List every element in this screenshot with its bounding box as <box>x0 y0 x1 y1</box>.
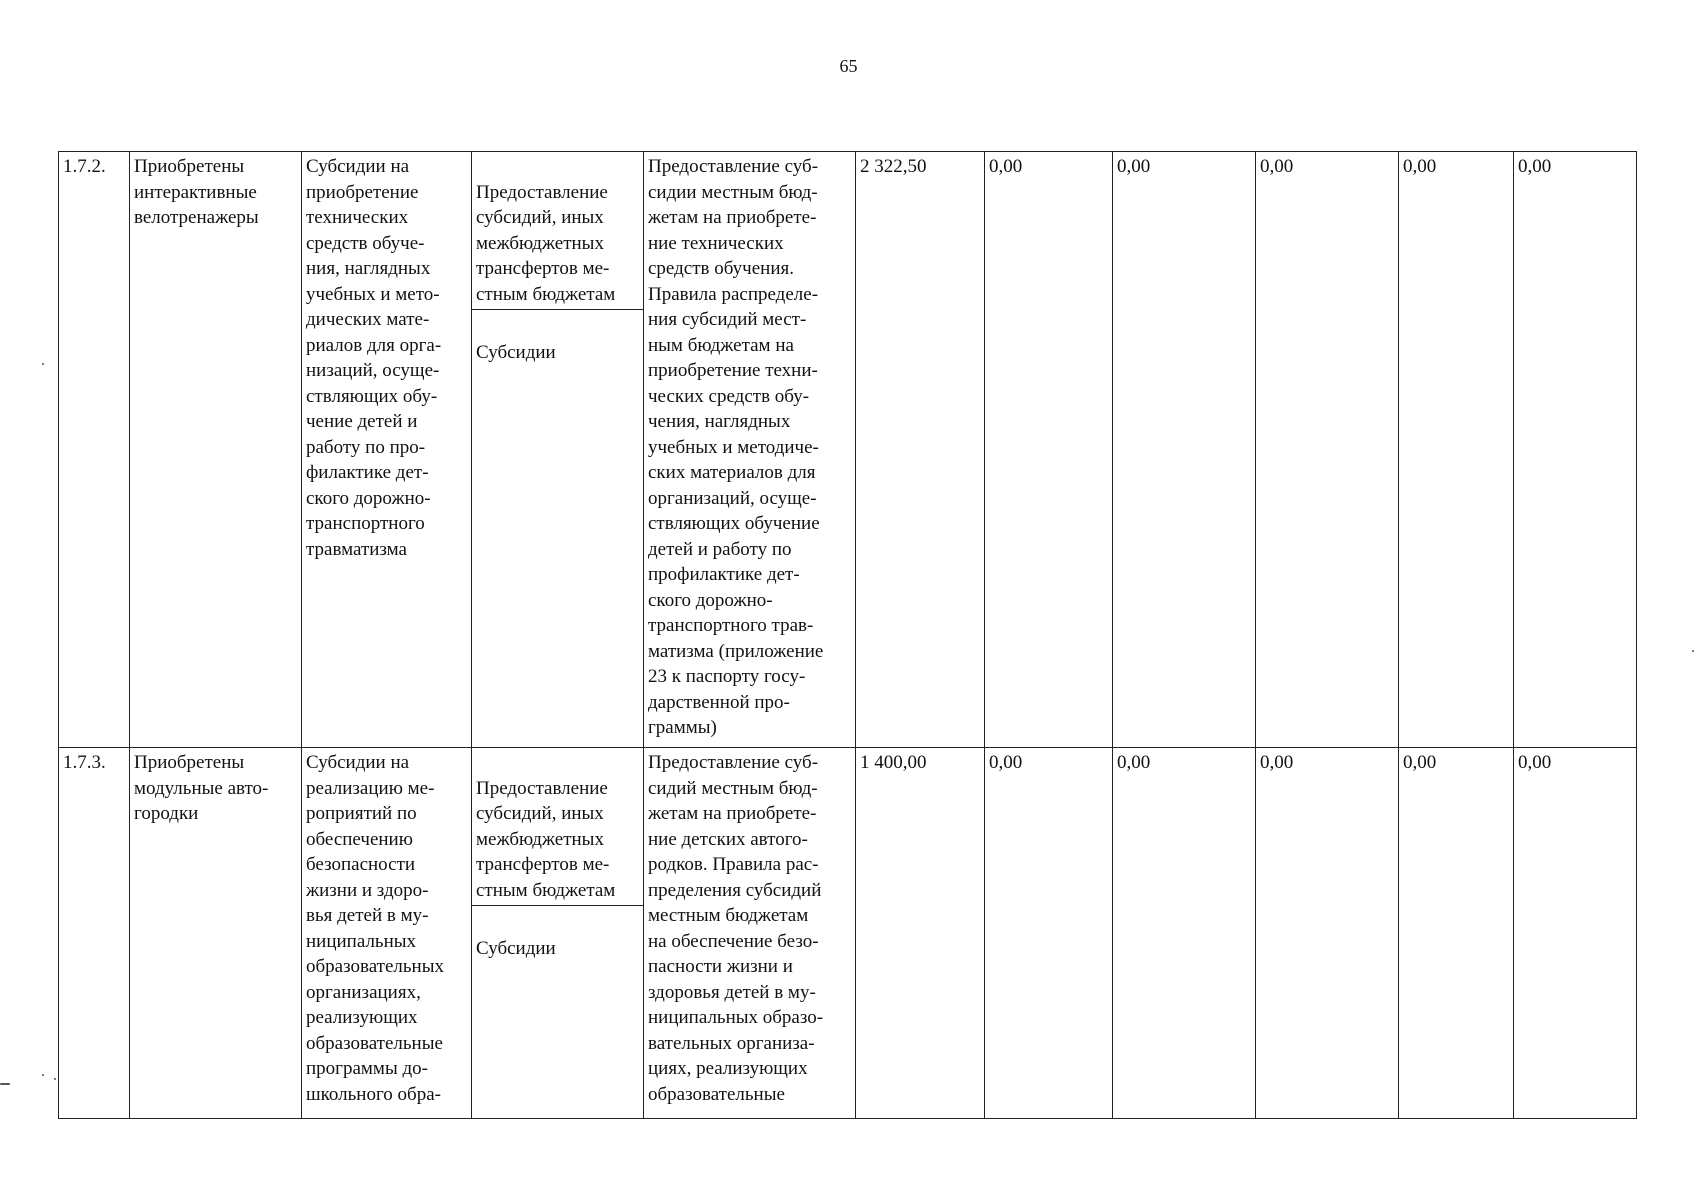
value-cell: 0,00 <box>1113 152 1256 748</box>
result-cell: Приобретены интерактивные велотренажеры <box>130 152 302 748</box>
funding-source: Предоставление субсидий, иных межбюджетных трансфертов ме- стным бюджетам <box>472 178 643 311</box>
description-cell: Предоставление суб- сидии местным бюд- жетам на приобрете- ние технических средств обучения. Правила распределе- ния субсидий мест- ным бюджетам на приобретение техни- ческих средств обу- чения, наглядных учебных и методиче- ских материалов для организаций, осуще- ствляющих обучение детей и работу по профилактике дет- ского дорожно- транспортного трав- матизма (приложение 23 к паспорту госу- дарственной про- граммы) <box>644 152 856 748</box>
page-number: 65 <box>839 56 858 76</box>
value-cell: 0,00 <box>1399 748 1514 1119</box>
value-cell: 2 322,50 <box>856 152 985 748</box>
value-cell: 0,00 <box>1514 748 1637 1119</box>
value-cell: 0,00 <box>1256 152 1399 748</box>
value-cell: 0,00 <box>985 748 1113 1119</box>
expense-cell: Субсидии на приобретение технических средств обуче- ния, наглядных учебных и мето- дических мате- риалов для орга- низаций, осуще- ствляющих обу- чение детей и работу по про- филактике дет- ского дорожно- транспортного травматизма <box>302 152 472 748</box>
scan-speck <box>42 1074 44 1076</box>
expense-cell: Субсидии на реализацию ме- роприятий по обеспечению безопасности жизни и здоро- вья детей в му- ниципальных образовательных организациях, реализующих образовательные программы до- школьного обра- <box>302 748 472 1119</box>
funding-type: Субсидии <box>476 341 556 363</box>
funding-type: Субсидии <box>476 937 556 959</box>
funding-cell <box>472 748 644 1119</box>
value-cell: 0,00 <box>1514 152 1637 748</box>
result-cell: Приобретены модульные авто- городки <box>130 748 302 1119</box>
value-cell: 0,00 <box>985 152 1113 748</box>
value-cell: 1 400,00 <box>856 748 985 1119</box>
description-cell: Предоставление суб- сидий местным бюд- жетам на приобрете- ние детских автого- родков. Правила рас- пределения субсидий местным бюджетам на обеспечение безо- пасности жизни и здоровья детей в му- ниципальных образо- вательных организа- циях, реализующих образовательные <box>644 748 856 1119</box>
scan-speck <box>1692 650 1694 652</box>
table-row <box>59 748 1637 1119</box>
scan-speck <box>54 1078 56 1080</box>
value-cell: 0,00 <box>1113 748 1256 1119</box>
value-cell: 0,00 <box>1399 152 1514 748</box>
scan-speck <box>42 363 44 365</box>
funding-source: Предоставление субсидий, иных межбюджетных трансфертов ме- стным бюджетам <box>472 774 643 907</box>
funding-cell <box>472 152 644 748</box>
value-cell: 0,00 <box>1256 748 1399 1119</box>
scan-speck <box>0 1083 10 1085</box>
budget-table <box>58 151 1637 1119</box>
row-number: 1.7.2. <box>59 152 130 748</box>
row-number: 1.7.3. <box>59 748 130 1119</box>
table-row <box>59 152 1637 748</box>
